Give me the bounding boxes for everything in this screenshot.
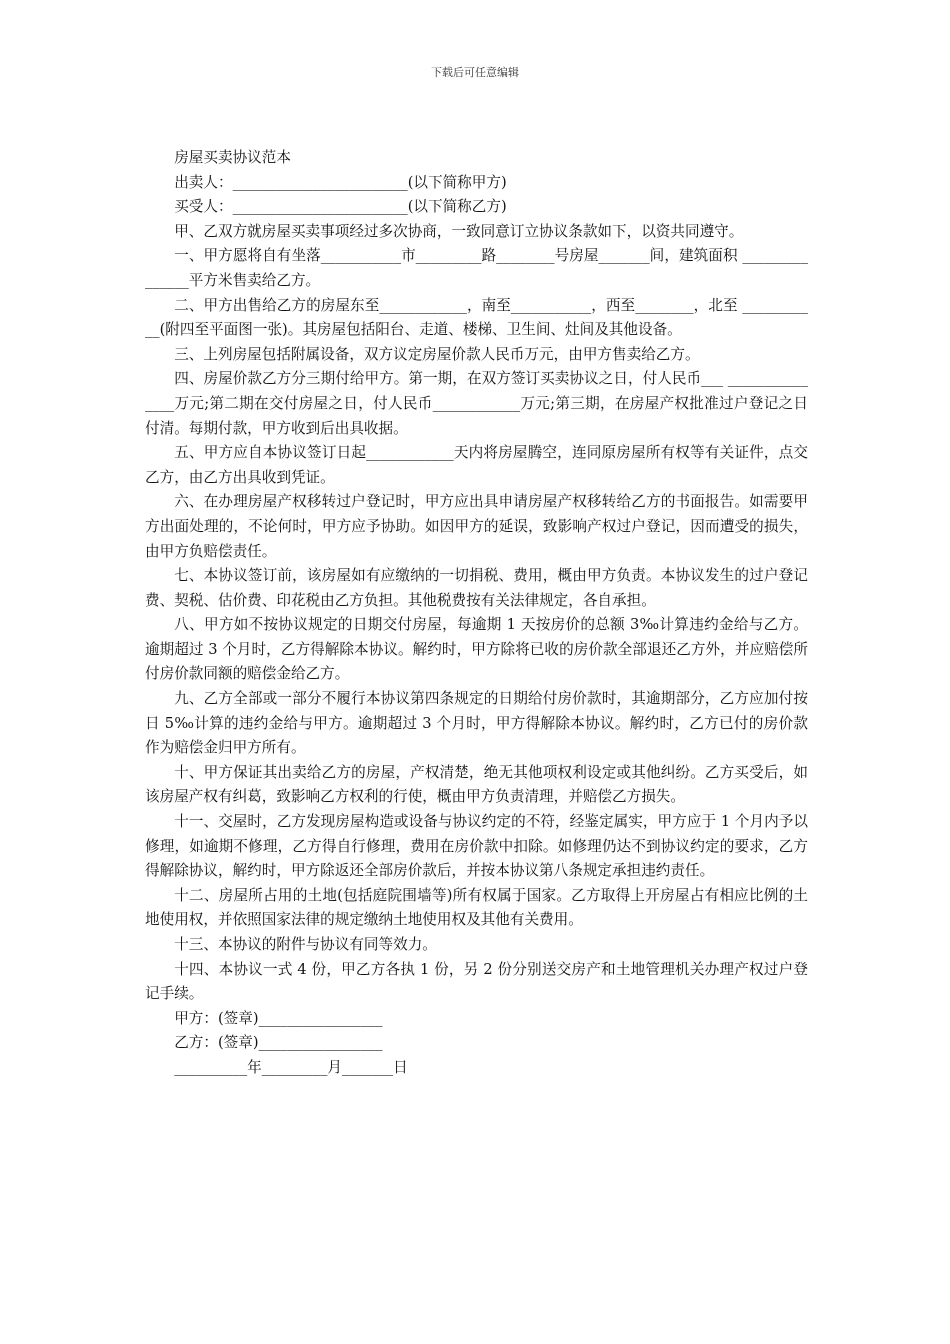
clause-4: 四、房屋价款乙方分三期付给甲方。第一期，在双方签订买卖协议之日，付人民币___ _______________万元;第二期在交付房屋之日，付人民币____________万元;第三期，在房屋产权批准过户登记之日付清。每期付款，甲方收到后出具收据。 bbox=[145, 370, 808, 437]
signature-party-a: 甲方：(签章)_________________ bbox=[174, 1009, 383, 1027]
document-title: 房屋买卖协议范本 bbox=[174, 149, 291, 166]
clause-11: 十一、交屋时，乙方发现房屋构造或设备与协议约定的不符，经鉴定属实，甲方应于 1 个月内予以修理，如逾期不修理，乙方得自行修理，费用在房价款中扣除。如修理仍达不到协议约定的要求，乙方得解除协议，解约时，甲方除返还全部房价款后，并按本协议第八条规定承担违约责任。 bbox=[145, 813, 808, 880]
clause-9: 九、乙方全部或一部分不履行本协议第四条规定的日期给付房价款时，其逾期部分，乙方应加付按日 5‰计算的违约金给与甲方。逾期超过 3 个月时，甲方得解除本协议。解约时，乙方已付的房价款作为赔偿金归甲方所有。 bbox=[145, 690, 808, 757]
clause-14: 十四、本协议一式 4 份，甲乙方各执 1 份，另 2 份分别送交房产和土地管理机关办理产权过户登记手续。 bbox=[145, 960, 808, 1003]
intro-paragraph: 甲、乙双方就房屋买卖事项经过多次协商，一致同意订立协议条款如下，以资共同遵守。 bbox=[174, 222, 744, 240]
page-header: 下载后可任意编辑 bbox=[431, 66, 519, 79]
date-line: __________年_________月_______日 bbox=[174, 1058, 408, 1076]
clause-7: 七、本协议签订前，该房屋如有应缴纳的一切捐税、费用，概由甲方负责。本协议发生的过户登记费、契税、估价费、印花税由乙方负担。其他税费按有关法律规定，各自承担。 bbox=[145, 567, 808, 609]
clause-2: 二、甲方出售给乙方的房屋东至____________，南至___________，西至________，北至 ___________(附四至平面图一张)。其房屋包括阳台、走道、楼梯、卫生间、灶间及其他设备。 bbox=[145, 296, 808, 339]
clause-3: 三、上列房屋包括附属设备，双方议定房屋价款人民币万元，由甲方售卖给乙方。 bbox=[174, 345, 700, 363]
clause-5: 五、甲方应自本协议签订日起____________天内将房屋腾空，连同原房屋所有权等有关证件，点交乙方，由乙方出具收到凭证。 bbox=[145, 444, 808, 486]
clause-12: 十二、房屋所占用的土地(包括庭院围墙等)所有权属于国家。乙方取得上开房屋占有相应比例的土地使用权，并依照国家法律的规定缴纳土地使用权及其他有关费用。 bbox=[145, 886, 808, 929]
buyer-line: 买受人：________________________(以下简称乙方) bbox=[174, 198, 507, 216]
clause-6: 六、在办理房屋产权移转过户登记时，甲方应出具申请房屋产权移转给乙方的书面报告。如需要甲方出面处理的，不论何时，甲方应予协助。如因甲方的延误，致影响产权过户登记，因而遭受的损失，由甲方负赔偿责任。 bbox=[145, 493, 808, 560]
clause-10: 十、甲方保证其出卖给乙方的房屋，产权清楚，绝无其他项权利设定或其他纠纷。乙方买受后，如该房屋产权有纠葛，致影响乙方权利的行使，概由甲方负责清理，并赔偿乙方损失。 bbox=[145, 763, 808, 806]
signature-party-b: 乙方：(签章)_________________ bbox=[174, 1034, 383, 1052]
clause-8: 八、甲方如不按协议规定的日期交付房屋，每逾期 1 天按房价的总额 3‰计算违约金给与乙方。逾期超过 3 个月时，乙方得解除本协议。解约时，甲方除将已收的房价款全部退还乙方外，并应赔偿所付房价款同额的赔偿金给乙方。 bbox=[145, 616, 808, 683]
seller-line: 出卖人：________________________(以下简称甲方) bbox=[174, 173, 507, 191]
clause-13: 十三、本协议的附件与协议有同等效力。 bbox=[174, 936, 437, 953]
document-body bbox=[145, 146, 808, 1081]
clause-1: 一、甲方愿将自有坐落___________市_________路________号房屋_______间，建筑面积 _______________平方米售卖给乙方。 bbox=[145, 247, 808, 289]
